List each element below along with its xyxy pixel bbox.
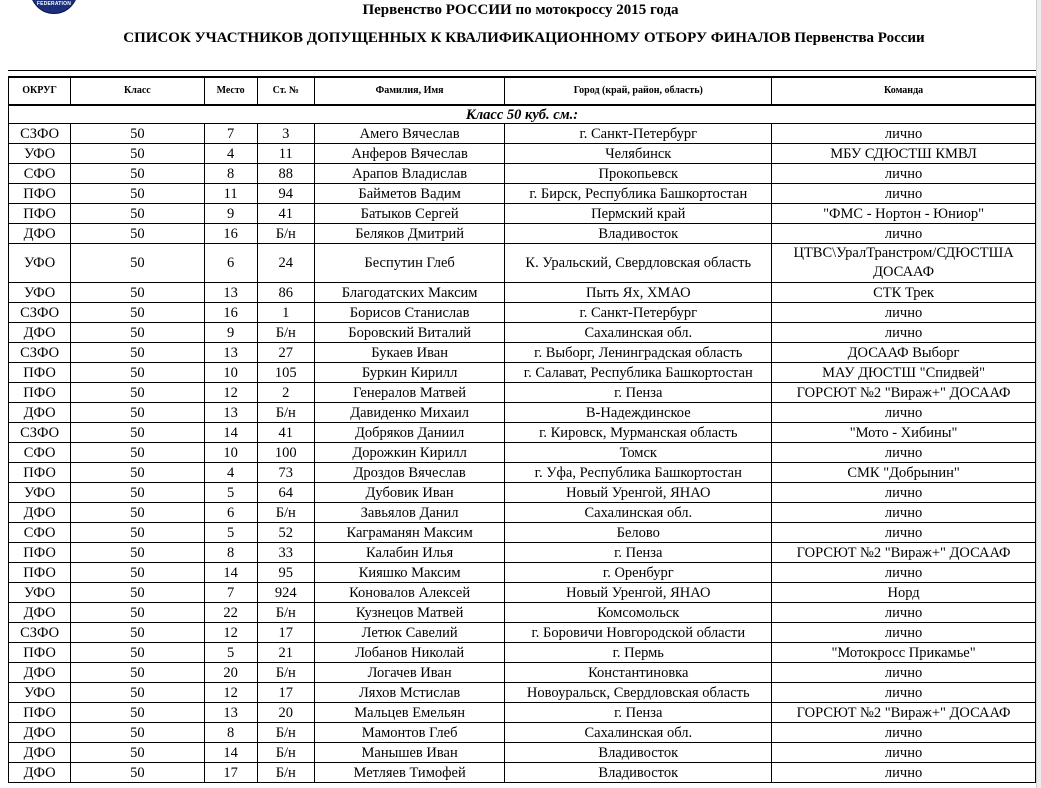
cell-place: 6 — [204, 503, 257, 523]
cell-start-number: 3 — [257, 124, 314, 144]
table-row — [9, 703, 1036, 723]
table-row — [9, 603, 1036, 623]
cell-start-number: 21 — [257, 643, 314, 663]
cell-city: г. Салават, Республика Башкортостан — [505, 363, 772, 383]
document-title: Первенство РОССИИ по мотокроссу 2015 года — [362, 2, 679, 18]
cell-class: 50 — [71, 463, 204, 483]
cell-class: 50 — [71, 583, 204, 603]
cell-start-number: 11 — [257, 144, 314, 164]
table-row — [9, 383, 1036, 403]
cell-city: Владивосток — [505, 743, 772, 763]
cell-city: Прокопьевск — [505, 164, 772, 184]
cell-team: лично — [772, 184, 1036, 204]
cell-city: Сахалинская обл. — [505, 723, 772, 743]
table-row — [9, 443, 1036, 463]
cell-okrug: УФО — [9, 244, 71, 283]
cell-city: Пермский край — [505, 204, 772, 224]
cell-team: МБУ СДЮСТШ КМВЛ — [772, 144, 1036, 164]
cell-place: 14 — [204, 743, 257, 763]
logo-text: FEDERATION — [36, 1, 72, 7]
cell-class: 50 — [71, 623, 204, 643]
table-row — [9, 763, 1036, 783]
cell-team: лично — [772, 663, 1036, 683]
cell-place: 8 — [204, 164, 257, 184]
cell-name: Лобанов Николай — [314, 643, 505, 663]
cell-okrug: СЗФО — [9, 124, 71, 144]
cell-team: лично — [772, 723, 1036, 743]
table-row — [9, 723, 1036, 743]
cell-start-number: 94 — [257, 184, 314, 204]
cell-team: ГОРСЮТ №2 "Вираж+" ДОСААФ — [772, 383, 1036, 403]
table-row — [9, 463, 1036, 483]
cell-name: Беляков Дмитрий — [314, 224, 505, 244]
cell-okrug: СЗФО — [9, 423, 71, 443]
cell-team: "ФМС - Нортон - Юниор" — [772, 204, 1036, 224]
cell-team: лично — [772, 224, 1036, 244]
table-row — [9, 323, 1036, 343]
participants-table — [8, 76, 1036, 783]
cell-start-number: 73 — [257, 463, 314, 483]
table-row — [9, 503, 1036, 523]
section-label: Класс 50 куб. см.: — [9, 105, 1036, 124]
header-city: Город (край, район, область) — [505, 77, 772, 105]
cell-team: лично — [772, 164, 1036, 184]
cell-team: лично — [772, 603, 1036, 623]
cell-okrug: ПФО — [9, 563, 71, 583]
table-row — [9, 343, 1036, 363]
header-class: Класс — [71, 77, 204, 105]
cell-class: 50 — [71, 483, 204, 503]
cell-okrug: ДФО — [9, 723, 71, 743]
cell-class: 50 — [71, 603, 204, 623]
table-row — [9, 583, 1036, 603]
cell-team: лично — [772, 483, 1036, 503]
cell-city: Владивосток — [505, 224, 772, 244]
cell-city: г. Пенза — [505, 543, 772, 563]
table-row — [9, 204, 1036, 224]
cell-start-number: 41 — [257, 423, 314, 443]
cell-okrug: ПФО — [9, 363, 71, 383]
table-row — [9, 743, 1036, 763]
cell-okrug: ДФО — [9, 323, 71, 343]
cell-okrug: УФО — [9, 144, 71, 164]
cell-start-number: Б/н — [257, 224, 314, 244]
cell-class: 50 — [71, 383, 204, 403]
cell-place: 10 — [204, 443, 257, 463]
cell-city: Новый Уренгой, ЯНАО — [505, 483, 772, 503]
cell-start-number: 2 — [257, 383, 314, 403]
cell-city: г. Бирск, Республика Башкортостан — [505, 184, 772, 204]
cell-place: 12 — [204, 623, 257, 643]
cell-name: Ляхов Мстислав — [314, 683, 505, 703]
cell-city: г. Пенза — [505, 703, 772, 723]
cell-place: 4 — [204, 144, 257, 164]
cell-place: 4 — [204, 463, 257, 483]
cell-okrug: СФО — [9, 164, 71, 184]
cell-city: Сахалинская обл. — [505, 323, 772, 343]
cell-start-number: 52 — [257, 523, 314, 543]
cell-class: 50 — [71, 503, 204, 523]
cell-name: Боровский Виталий — [314, 323, 505, 343]
cell-start-number: 88 — [257, 164, 314, 184]
table-row — [9, 283, 1036, 303]
cell-place: 9 — [204, 204, 257, 224]
cell-team: Норд — [772, 583, 1036, 603]
cell-okrug: ПФО — [9, 184, 71, 204]
title-divider — [8, 70, 1036, 71]
cell-okrug: СЗФО — [9, 343, 71, 363]
cell-place: 13 — [204, 403, 257, 423]
header-name: Фамилия, Имя — [314, 77, 505, 105]
cell-team: лично — [772, 503, 1036, 523]
cell-class: 50 — [71, 443, 204, 463]
cell-city: г. Уфа, Республика Башкортостан — [505, 463, 772, 483]
cell-team: ГОРСЮТ №2 "Вираж+" ДОСААФ — [772, 543, 1036, 563]
cell-okrug: СЗФО — [9, 303, 71, 323]
cell-place: 20 — [204, 663, 257, 683]
cell-name: Байметов Вадим — [314, 184, 505, 204]
table-row — [9, 483, 1036, 503]
cell-place: 7 — [204, 583, 257, 603]
cell-place: 8 — [204, 723, 257, 743]
cell-class: 50 — [71, 164, 204, 184]
cell-name: Генералов Матвей — [314, 383, 505, 403]
cell-city: г. Выборг, Ленинградская область — [505, 343, 772, 363]
cell-city: г. Пенза — [505, 383, 772, 403]
cell-city: Белово — [505, 523, 772, 543]
cell-team: ГОРСЮТ №2 "Вираж+" ДОСААФ — [772, 703, 1036, 723]
cell-city: Комсомольск — [505, 603, 772, 623]
table-header-row — [9, 77, 1036, 105]
cell-okrug: ПФО — [9, 383, 71, 403]
cell-class: 50 — [71, 184, 204, 204]
cell-team: лично — [772, 563, 1036, 583]
cell-place: 7 — [204, 124, 257, 144]
cell-team: "Мото - Хибины" — [772, 423, 1036, 443]
table-row — [9, 244, 1036, 283]
cell-place: 17 — [204, 763, 257, 783]
cell-city: Пыть Ях, ХМАО — [505, 283, 772, 303]
cell-class: 50 — [71, 343, 204, 363]
cell-start-number: 924 — [257, 583, 314, 603]
cell-city: Челябинск — [505, 144, 772, 164]
table-row — [9, 144, 1036, 164]
cell-city: Константиновка — [505, 663, 772, 683]
cell-name: Благодатских Максим — [314, 283, 505, 303]
cell-name: Кияшко Максим — [314, 563, 505, 583]
cell-start-number: 33 — [257, 543, 314, 563]
cell-place: 13 — [204, 703, 257, 723]
cell-okrug: УФО — [9, 483, 71, 503]
cell-place: 8 — [204, 543, 257, 563]
cell-class: 50 — [71, 663, 204, 683]
cell-start-number: 95 — [257, 563, 314, 583]
cell-city: г. Оренбург — [505, 563, 772, 583]
cell-place: 13 — [204, 343, 257, 363]
cell-team: СТК Трек — [772, 283, 1036, 303]
cell-okrug: ДФО — [9, 603, 71, 623]
cell-team: ДОСААФ Выборг — [772, 343, 1036, 363]
cell-class: 50 — [71, 244, 204, 283]
cell-start-number: 105 — [257, 363, 314, 383]
cell-class: 50 — [71, 323, 204, 343]
cell-okrug: УФО — [9, 283, 71, 303]
cell-start-number: 86 — [257, 283, 314, 303]
cell-city: Новый Уренгой, ЯНАО — [505, 583, 772, 603]
cell-name: Анферов Вячеслав — [314, 144, 505, 164]
cell-class: 50 — [71, 763, 204, 783]
cell-team: лично — [772, 623, 1036, 643]
header-team: Команда — [772, 77, 1036, 105]
sheet-edge — [1036, 0, 1041, 788]
cell-start-number: Б/н — [257, 603, 314, 623]
cell-name: Коновалов Алексей — [314, 583, 505, 603]
cell-start-number: 20 — [257, 703, 314, 723]
cell-class: 50 — [71, 683, 204, 703]
cell-place: 16 — [204, 303, 257, 323]
cell-start-number: 41 — [257, 204, 314, 224]
cell-class: 50 — [71, 403, 204, 423]
cell-city: Томск — [505, 443, 772, 463]
cell-place: 16 — [204, 224, 257, 244]
cell-team: ЦТВС\УралТранстром/СДЮСТША ДОСААФ — [772, 244, 1036, 283]
cell-team: лично — [772, 743, 1036, 763]
table-row — [9, 363, 1036, 383]
cell-okrug: ПФО — [9, 643, 71, 663]
cell-name: Мамонтов Глеб — [314, 723, 505, 743]
cell-start-number: 17 — [257, 683, 314, 703]
cell-city: Сахалинская обл. — [505, 503, 772, 523]
cell-start-number: 27 — [257, 343, 314, 363]
cell-okrug: ДФО — [9, 743, 71, 763]
cell-city: К. Уральский, Свердловская область — [505, 244, 772, 283]
cell-okrug: СФО — [9, 443, 71, 463]
cell-okrug: ДФО — [9, 503, 71, 523]
table-row — [9, 683, 1036, 703]
cell-start-number: Б/н — [257, 763, 314, 783]
cell-city: г. Санкт-Петербург — [505, 124, 772, 144]
cell-place: 5 — [204, 483, 257, 503]
cell-start-number: 17 — [257, 623, 314, 643]
cell-okrug: ДФО — [9, 403, 71, 423]
cell-class: 50 — [71, 303, 204, 323]
cell-start-number: 64 — [257, 483, 314, 503]
cell-place: 5 — [204, 523, 257, 543]
cell-class: 50 — [71, 423, 204, 443]
cell-place: 6 — [204, 244, 257, 283]
cell-place: 22 — [204, 603, 257, 623]
cell-start-number: Б/н — [257, 723, 314, 743]
table-row — [9, 423, 1036, 443]
cell-start-number: Б/н — [257, 403, 314, 423]
cell-okrug: ДФО — [9, 663, 71, 683]
cell-name: Давиденко Михаил — [314, 403, 505, 423]
cell-team: МАУ ДЮСТШ "Спидвей" — [772, 363, 1036, 383]
cell-okrug: ПФО — [9, 204, 71, 224]
cell-start-number: Б/н — [257, 503, 314, 523]
cell-city: г. Санкт-Петербург — [505, 303, 772, 323]
cell-start-number: 100 — [257, 443, 314, 463]
cell-start-number: Б/н — [257, 663, 314, 683]
cell-place: 11 — [204, 184, 257, 204]
cell-place: 5 — [204, 643, 257, 663]
table-row — [9, 663, 1036, 683]
cell-name: Добряков Даниил — [314, 423, 505, 443]
cell-name: Амего Вячеслав — [314, 124, 505, 144]
cell-okrug: ПФО — [9, 703, 71, 723]
cell-name: Дубовик Иван — [314, 483, 505, 503]
cell-name: Дорожкин Кирилл — [314, 443, 505, 463]
cell-class: 50 — [71, 144, 204, 164]
table-row — [9, 543, 1036, 563]
cell-class: 50 — [71, 224, 204, 244]
cell-class: 50 — [71, 723, 204, 743]
cell-name: Батыков Сергей — [314, 204, 505, 224]
cell-city: В-Надеждинское — [505, 403, 772, 423]
table-row — [9, 623, 1036, 643]
table-row — [9, 184, 1036, 204]
cell-place: 10 — [204, 363, 257, 383]
cell-name: Борисов Станислав — [314, 303, 505, 323]
cell-start-number: 24 — [257, 244, 314, 283]
cell-class: 50 — [71, 124, 204, 144]
cell-city: Владивосток — [505, 763, 772, 783]
table-row — [9, 124, 1036, 144]
cell-class: 50 — [71, 363, 204, 383]
cell-class: 50 — [71, 543, 204, 563]
cell-okrug: ДФО — [9, 224, 71, 244]
cell-name: Калабин Илья — [314, 543, 505, 563]
cell-team: лично — [772, 124, 1036, 144]
cell-class: 50 — [71, 563, 204, 583]
cell-class: 50 — [71, 743, 204, 763]
cell-okrug: УФО — [9, 583, 71, 603]
cell-okrug: ПФО — [9, 543, 71, 563]
cell-city: г. Пермь — [505, 643, 772, 663]
cell-name: Каграманян Максим — [314, 523, 505, 543]
cell-team: СМК "Добрынин" — [772, 463, 1036, 483]
table-row — [9, 303, 1036, 323]
cell-place: 14 — [204, 423, 257, 443]
cell-class: 50 — [71, 523, 204, 543]
cell-place: 12 — [204, 683, 257, 703]
cell-name: Арапов Владислав — [314, 164, 505, 184]
cell-name: Мальцев Емельян — [314, 703, 505, 723]
cell-name: Беспутин Глеб — [314, 244, 505, 283]
cell-start-number: Б/н — [257, 743, 314, 763]
cell-team: лично — [772, 683, 1036, 703]
cell-start-number: Б/н — [257, 323, 314, 343]
cell-name: Манышев Иван — [314, 743, 505, 763]
cell-name: Буркин Кирилл — [314, 363, 505, 383]
cell-name: Летюк Савелий — [314, 623, 505, 643]
header-okrug: ОКРУГ — [9, 77, 71, 105]
cell-place: 12 — [204, 383, 257, 403]
cell-team: лично — [772, 303, 1036, 323]
table-row — [9, 563, 1036, 583]
cell-team: лично — [772, 523, 1036, 543]
section-row — [9, 105, 1036, 124]
cell-name: Метляев Тимофей — [314, 763, 505, 783]
table-row — [9, 643, 1036, 663]
table-row — [9, 164, 1036, 184]
cell-okrug: ДФО — [9, 763, 71, 783]
cell-city: Новоуральск, Свердловская область — [505, 683, 772, 703]
cell-team: лично — [772, 403, 1036, 423]
cell-city: г. Кировск, Мурманская область — [505, 423, 772, 443]
cell-okrug: СЗФО — [9, 623, 71, 643]
table-row — [9, 523, 1036, 543]
cell-place: 14 — [204, 563, 257, 583]
cell-name: Завьялов Данил — [314, 503, 505, 523]
cell-name: Кузнецов Матвей — [314, 603, 505, 623]
cell-place: 9 — [204, 323, 257, 343]
cell-start-number: 1 — [257, 303, 314, 323]
cell-class: 50 — [71, 643, 204, 663]
cell-class: 50 — [71, 204, 204, 224]
header-place: Место — [204, 77, 257, 105]
document-subtitle: СПИСОК УЧАСТНИКОВ ДОПУЩЕННЫХ К КВАЛИФИКАЦИОННОМУ ОТБОРУ ФИНАЛОВ Первенства России — [123, 30, 925, 46]
cell-team: лично — [772, 763, 1036, 783]
cell-okrug: УФО — [9, 683, 71, 703]
cell-class: 50 — [71, 283, 204, 303]
cell-team: лично — [772, 443, 1036, 463]
cell-name: Дроздов Вячеслав — [314, 463, 505, 483]
cell-class: 50 — [71, 703, 204, 723]
table-row — [9, 224, 1036, 244]
cell-place: 13 — [204, 283, 257, 303]
cell-name: Логачев Иван — [314, 663, 505, 683]
cell-name: Букаев Иван — [314, 343, 505, 363]
cell-team: "Мотокросс Прикамье" — [772, 643, 1036, 663]
header-start-number: Ст. № — [257, 77, 314, 105]
table-row — [9, 403, 1036, 423]
cell-team: лично — [772, 323, 1036, 343]
cell-okrug: СФО — [9, 523, 71, 543]
cell-city: г. Боровичи Новгородской области — [505, 623, 772, 643]
cell-okrug: ПФО — [9, 463, 71, 483]
